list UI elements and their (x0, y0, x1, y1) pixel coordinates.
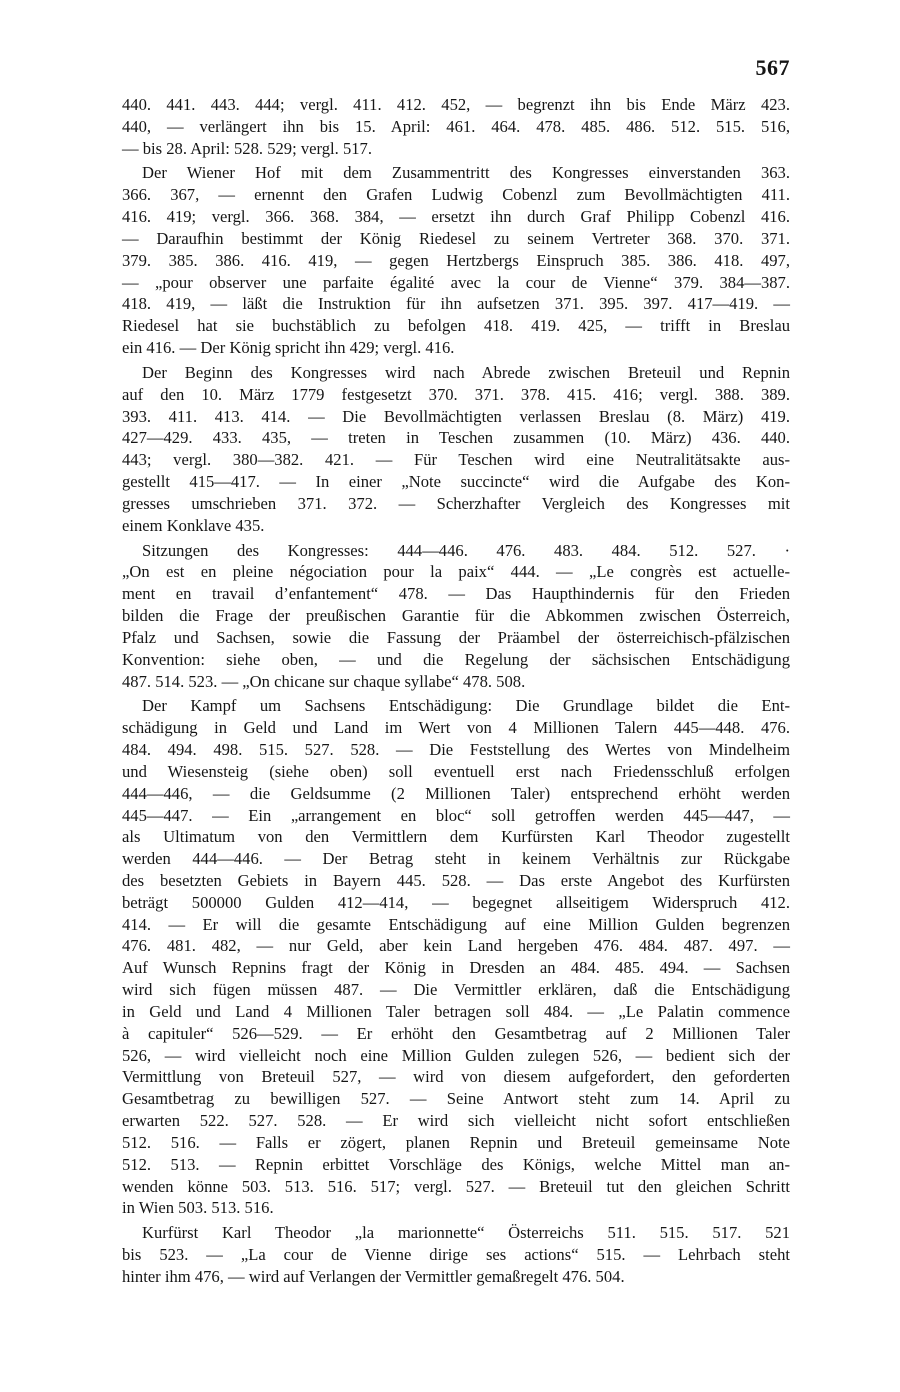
text-line: des besetzten Gebiets in Bayern 445. 528. — Das erste Angebot des Kurfürsten (122, 870, 790, 890)
text-line: 440, — verlängert ihn bis 15. April: 461. 464. 478. 485. 486. 512. 515. 516, (122, 116, 790, 136)
text-line: Gesamtbetrag zu bewilligen 527. — Seine Antwort steht zum 14. April zu (122, 1089, 790, 1109)
text-line: 512. 513. — Repnin erbittet Vorschläge des Königs, welche Mittel man an- (122, 1154, 790, 1174)
text-line: 476. 481. 482, — nur Geld, aber kein Land hergeben 476. 484. 487. 497. — (122, 936, 790, 956)
text-line: 484. 494. 498. 515. 527. 528. — Die Feststellung des Wertes von Mindelheim (122, 740, 790, 760)
index-entry (122, 162, 790, 358)
text-line: Der Wiener Hof mit dem Zusammentritt des Kongresses einverstanden 363. (142, 163, 790, 183)
page-number: 567 (755, 55, 790, 80)
text-line: — „pour observer une parfaite égalité avec la cour de Vienne“ 379. 384—387. (122, 272, 790, 292)
index-entry (122, 1222, 790, 1287)
text-line: Konvention: siehe oben, — und die Regelung der sächsischen Entschädigung (122, 649, 790, 669)
text-line: ment en travail d’enfantement“ 478. — Das Haupthindernis für den Frieden (122, 584, 790, 604)
text-line: 416. 419; vergl. 366. 368. 384, — ersetzt ihn durch Graf Philipp Cobenzl 416. (122, 207, 790, 227)
text-line: und Wiesensteig (siehe oben) soll eventuell erst nach Friedensschluß erfolgen (122, 761, 790, 781)
text-line: 393. 411. 413. 414. — Die Bevollmächtigten verlassen Breslau (8. März) 419. (122, 406, 790, 426)
text-line: Auf Wunsch Repnins fragt der König in Dresden an 484. 485. 494. — Sachsen (122, 958, 790, 978)
text-line: Sitzungen des Kongresses: 444—446. 476. 483. 484. 512. 527. · (142, 540, 790, 560)
text-line: Pfalz und Sachsen, sowie die Fassung der Präambel der österreichisch-pfälzischen (122, 627, 790, 647)
text-line: „On est en pleine négociation pour la paix“ 444. — „Le congrès est actuelle- (122, 562, 790, 582)
text-line: wird sich fügen müssen 487. — Die Vermittler erklären, daß die Entschädigung (122, 980, 790, 1000)
index-entry (122, 362, 790, 537)
text-line: gestellt 415—417. — In einer „Note succincte“ wird die Aufgabe des Kon- (122, 472, 790, 492)
text-line: Riedesel hat sie buchstäblich zu befolgen 418. 419. 425, — trifft in Breslau (122, 316, 790, 336)
index-entry (122, 94, 790, 159)
text-line: 512. 516. — Falls er zögert, planen Repnin und Breteuil gemeinsame Note (122, 1132, 790, 1152)
text-line: 444—446, — die Geldsumme (2 Millionen Taler) entsprechend erhöht werden (122, 783, 790, 803)
text-line: 487. 514. 523. — „On chicane sur chaque syllabe“ 478. 508. (122, 671, 526, 691)
text-line: 440. 441. 443. 444; vergl. 411. 412. 452, — begrenzt ihn bis Ende März 423. (122, 95, 790, 114)
index-entry (122, 695, 790, 1219)
text-line: — Daraufhin bestimmt der König Riedesel zu seinem Vertreter 368. 370. 371. (122, 228, 790, 248)
index-entry (122, 540, 790, 693)
text-line: bis 523. — „La cour de Vienne dirige ses actions“ 515. — Lehrbach steht (122, 1245, 790, 1265)
text-line: werden 444—446. — Der Betrag steht in keinem Verhältnis zur Rückgabe (122, 849, 790, 869)
text-line: 526, — wird vielleicht noch eine Million Gulden zulegen 526, — bedient sich der (122, 1045, 790, 1065)
text-line: Vermittlung von Breteuil 527, — wird von diesem aufgefordert, den geforderten (122, 1067, 790, 1087)
text-line: ein 416. — Der König spricht ihn 429; vergl. 416. (122, 338, 455, 358)
text-line: wenden könne 503. 513. 516. 517; vergl. 527. — Breteuil tut den gleichen Schritt (122, 1176, 790, 1196)
text-line: bilden die Frage der preußischen Garantie für die Abkommen zwischen Österreich, (122, 606, 790, 626)
text-line: beträgt 500000 Gulden 412—414, — begegnet allseitigem Widerspruch 412. (122, 892, 790, 912)
text-line: 366. 367, — ernennt den Grafen Ludwig Cobenzl zum Bevollmächtigten 411. (122, 185, 790, 205)
text-line: einem Konklave 435. (122, 515, 265, 535)
text-line: gresses umschrieben 371. 372. — Scherzhafter Vergleich des Kongresses mit (122, 493, 790, 513)
text-line: 414. — Er will die gesamte Entschädigung auf eine Million Gulden begrenzen (122, 914, 790, 934)
text-line: 443; vergl. 380—382. 421. — Für Teschen wird eine Neutralitätsakte aus- (122, 450, 790, 470)
index-text-body (122, 94, 790, 1288)
text-line: 379. 385. 386. 416. 419, — gegen Hertzbergs Einspruch 385. 386. 418. 497, (122, 250, 790, 270)
text-line: — bis 28. April: 528. 529; vergl. 517. (122, 138, 372, 158)
text-line: auf den 10. März 1779 festgesetzt 370. 371. 378. 415. 416; vergl. 388. 389. (122, 384, 790, 404)
text-line: 427—429. 433. 435, — treten in Teschen zusammen (10. März) 436. 440. (122, 428, 790, 448)
text-line: in Geld und Land 4 Millionen Taler betragen soll 484. — „Le Palatin commence (122, 1001, 790, 1021)
text-line: erwarten 522. 527. 528. — Er wird sich vielleicht nicht sofort entschließen (122, 1111, 790, 1131)
text-line: Der Beginn des Kongresses wird nach Abrede zwischen Breteuil und Repnin (142, 362, 790, 382)
text-line: Der Kampf um Sachsens Entschädigung: Die Grundlage bildet die Ent- (142, 696, 790, 716)
text-line: 445—447. — Ein „arrangement en bloc“ soll getroffen werden 445—447, — (122, 805, 790, 825)
text-line: in Wien 503. 513. 516. (122, 1198, 274, 1218)
book-page (122, 54, 790, 1291)
text-line: schädigung in Geld und Land im Wert von 4 Millionen Talern 445—448. 476. (122, 718, 790, 738)
text-line: 418. 419, — läßt die Instruktion für ihn aufsetzen 371. 395. 397. 417—419. — (122, 294, 790, 314)
text-line: à capituler“ 526—529. — Er erhöht den Gesamtbetrag auf 2 Millionen Taler (122, 1023, 790, 1043)
text-line: Kurfürst Karl Theodor „la marionnette“ Österreichs 511. 515. 517. 521 (142, 1223, 790, 1243)
text-line: als Ultimatum von den Vermittlern dem Kurfürsten Karl Theodor zugestellt (122, 827, 790, 847)
text-line: hinter ihm 476, — wird auf Verlangen der Vermittler gemaßregelt 476. 504. (122, 1266, 625, 1286)
